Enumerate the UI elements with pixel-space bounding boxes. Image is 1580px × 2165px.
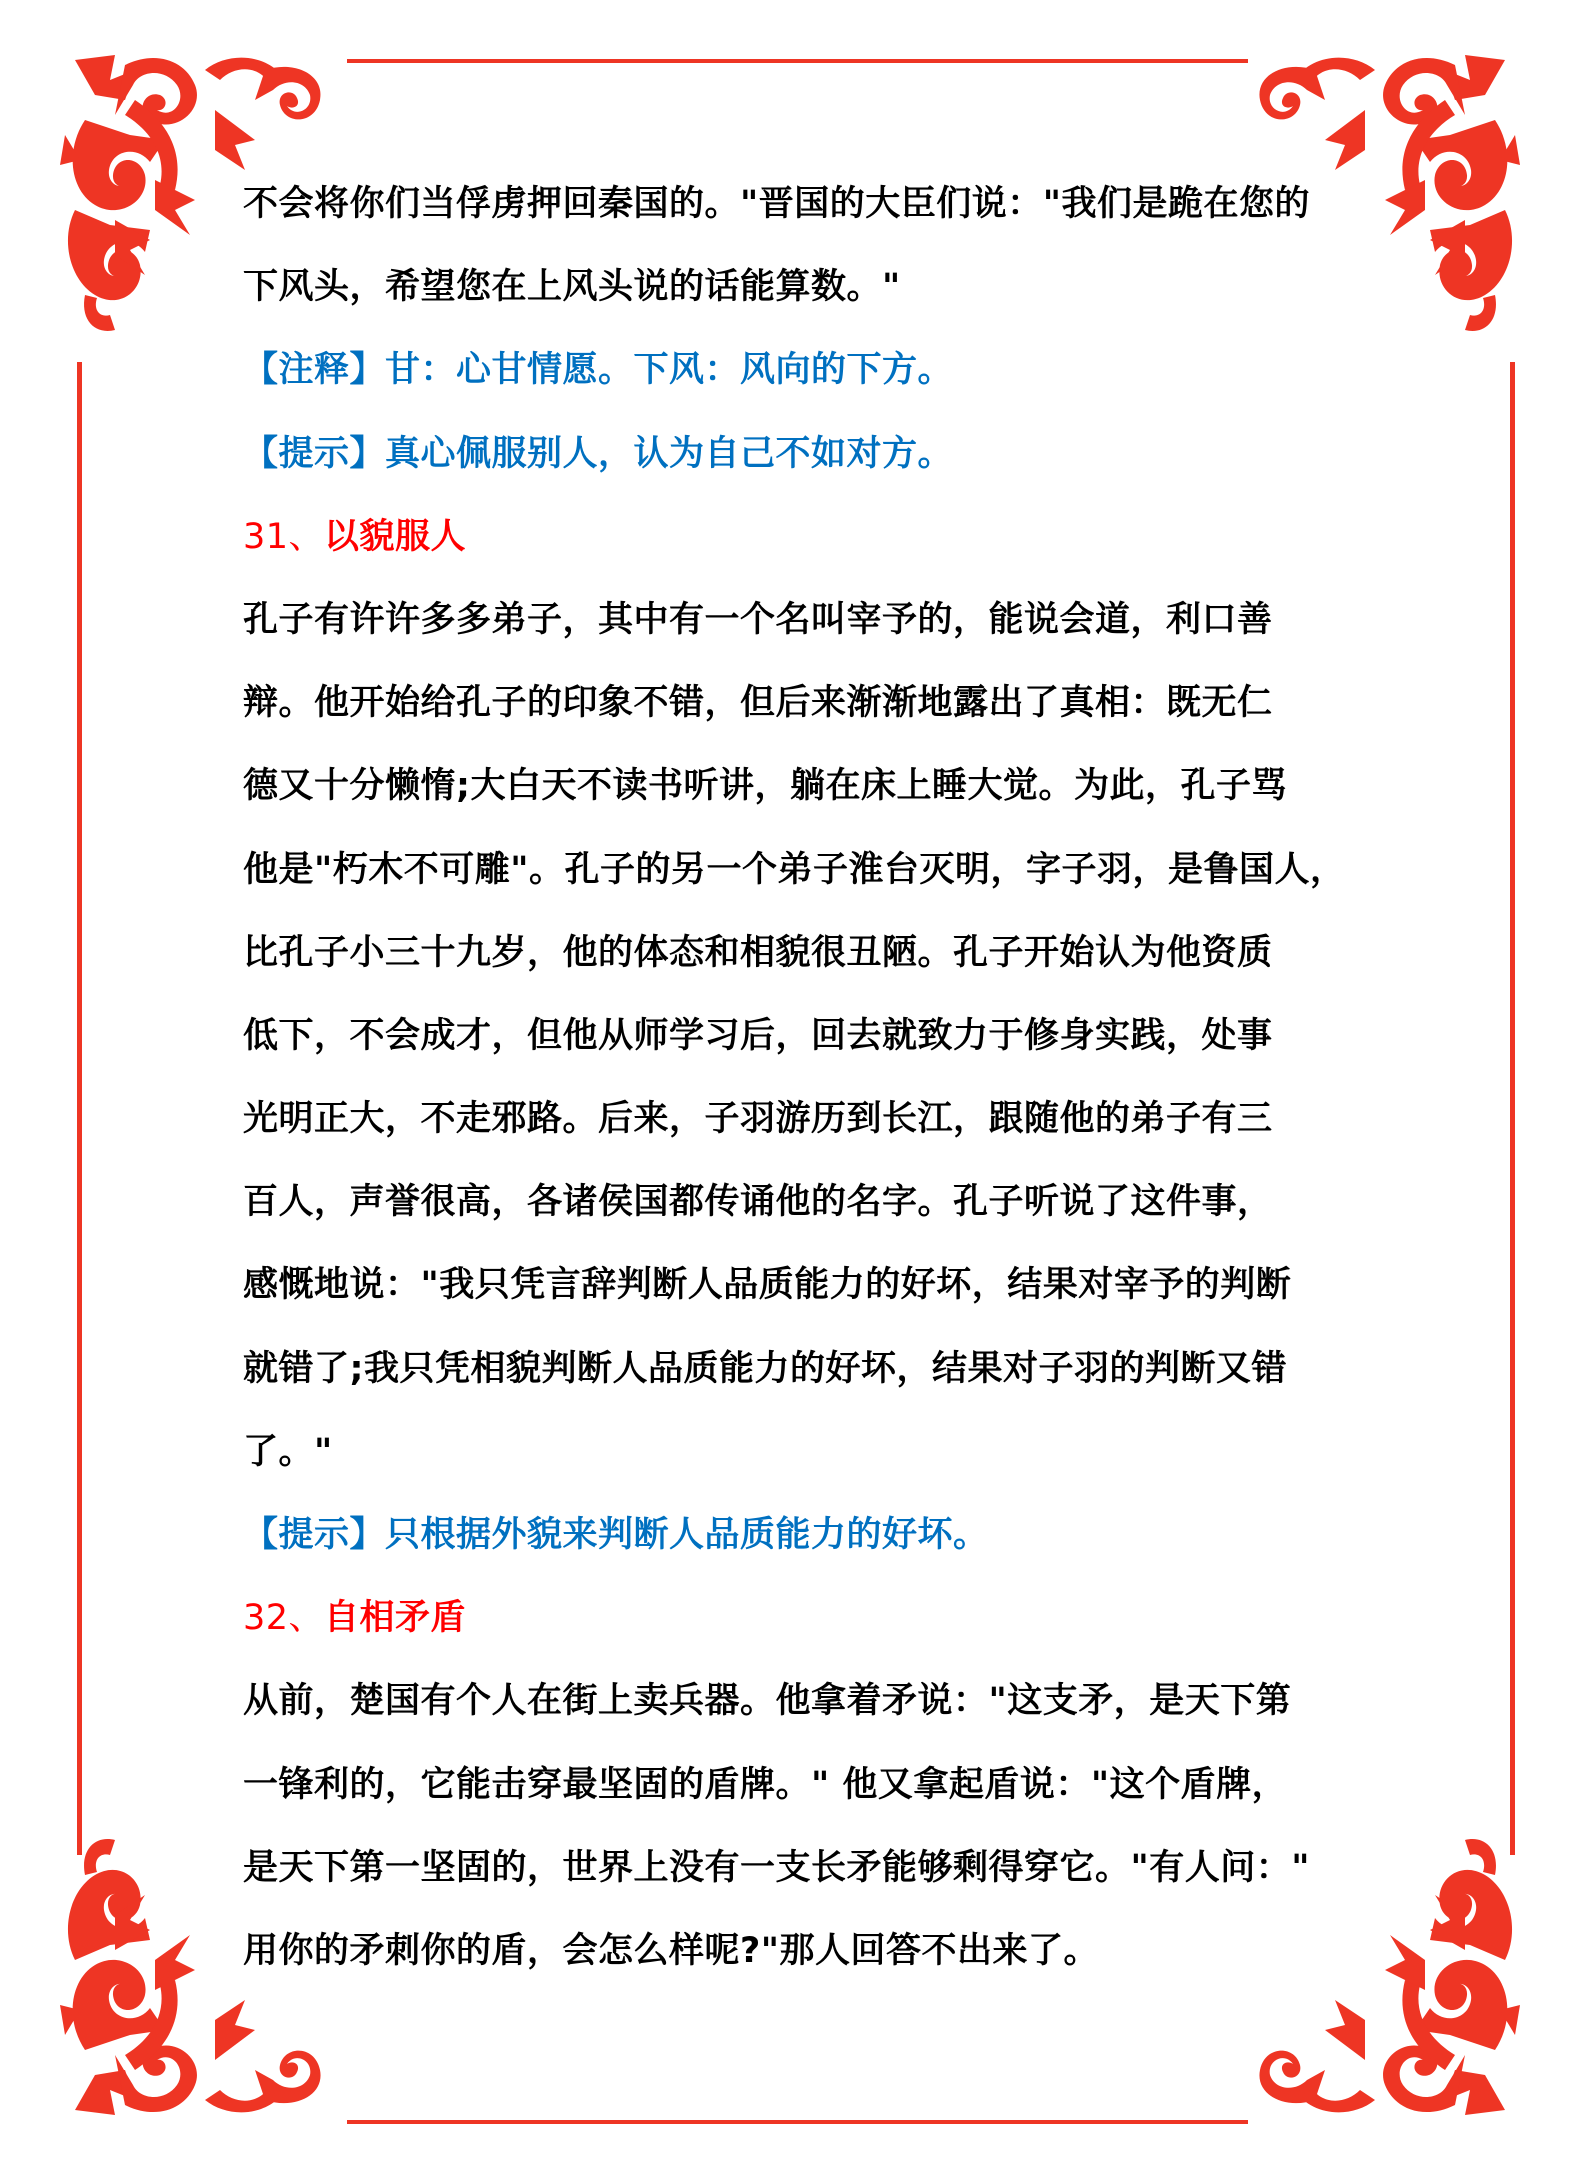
document-content bbox=[243, 163, 1353, 1993]
idiom-title: 以貌服人 bbox=[324, 516, 467, 557]
note-text: 只根据外貌来判断人品质能力的好坏。 bbox=[385, 1515, 989, 1555]
note-tag: 【提示】 bbox=[243, 433, 386, 474]
idiom-heading bbox=[243, 1577, 1353, 1660]
annotation-note bbox=[243, 329, 1353, 412]
body-line: 他是"朽木不可雕"。孔子的另一个弟子淮台灭明，字子羽，是鲁国人， bbox=[243, 849, 1346, 890]
body-line: 辩。他开始给孔子的印象不错，但后来渐渐地露出了真相：既无仁 bbox=[243, 683, 1273, 724]
note-tag: 【注释】 bbox=[243, 350, 386, 391]
frame-left-rule bbox=[77, 362, 82, 1855]
section-continuation bbox=[243, 163, 1353, 496]
body-line: 百人，声誉很高，各诸侯国都传诵他的名字。孔子听说了这件事， bbox=[243, 1182, 1273, 1223]
hint-note bbox=[243, 1494, 1353, 1577]
body-line: 下风头，希望您在上风头说的话能算数。" bbox=[243, 267, 901, 308]
frame-right-rule bbox=[1510, 362, 1515, 1855]
idiom-title: 自相矛盾 bbox=[324, 1598, 467, 1639]
section-idiom-32 bbox=[243, 1577, 1353, 1993]
frame-top-rule bbox=[347, 59, 1248, 63]
note-text: 甘：心甘情愿。下风：风向的下方。 bbox=[385, 350, 954, 391]
frame-bottom-rule bbox=[347, 2120, 1248, 2124]
body-line: 用你的矛刺你的盾，会怎么样呢?"那人回答不出来了。 bbox=[243, 1930, 1100, 1971]
idiom-number: 31、 bbox=[243, 516, 325, 557]
body-line: 光明正大，不走邪路。后来，子羽游历到长江，跟随他的弟子有三 bbox=[243, 1099, 1273, 1140]
section-idiom-31 bbox=[243, 496, 1353, 1577]
note-text: 真心佩服别人，认为自己不如对方。 bbox=[385, 433, 954, 474]
body-line: 感慨地说："我只凭言辞判断人品质能力的好坏，结果对宰予的判断 bbox=[243, 1265, 1292, 1306]
body-line: 是天下第一坚固的，世界上没有一支长矛能够剩得穿它。"有人问：" bbox=[243, 1847, 1310, 1888]
body-line: 从前，楚国有个人在街上卖兵器。他拿着矛说："这支矛，是天下第 bbox=[243, 1681, 1292, 1722]
body-line: 了。" bbox=[243, 1431, 333, 1472]
body-line: 不会将你们当俘虏押回秦国的。"晋国的大臣们说："我们是跪在您的 bbox=[243, 184, 1310, 224]
idiom-number: 32、 bbox=[243, 1598, 325, 1639]
body-line: 孔子有许许多多弟子，其中有一个名叫宰予的，能说会道，利口善 bbox=[243, 599, 1273, 640]
body-line: 一锋利的，它能击穿最坚固的盾牌。" 他又拿起盾说："这个盾牌， bbox=[243, 1764, 1288, 1805]
idiom-heading bbox=[243, 496, 1353, 579]
body-line: 德又十分懒惰;大白天不读书听讲，躺在床上睡大觉。为此，孔子骂 bbox=[243, 766, 1287, 807]
hint-note bbox=[243, 413, 1353, 496]
note-tag: 【提示】 bbox=[243, 1515, 386, 1555]
body-line: 就错了;我只凭相貌判断人品质能力的好坏，结果对子羽的判断又错 bbox=[243, 1348, 1287, 1389]
body-line: 低下，不会成才，但他从师学习后，回去就致力于修身实践，处事 bbox=[243, 1015, 1273, 1056]
body-line: 比孔子小三十九岁，他的体态和相貌很丑陋。孔子开始认为他资质 bbox=[243, 932, 1273, 973]
